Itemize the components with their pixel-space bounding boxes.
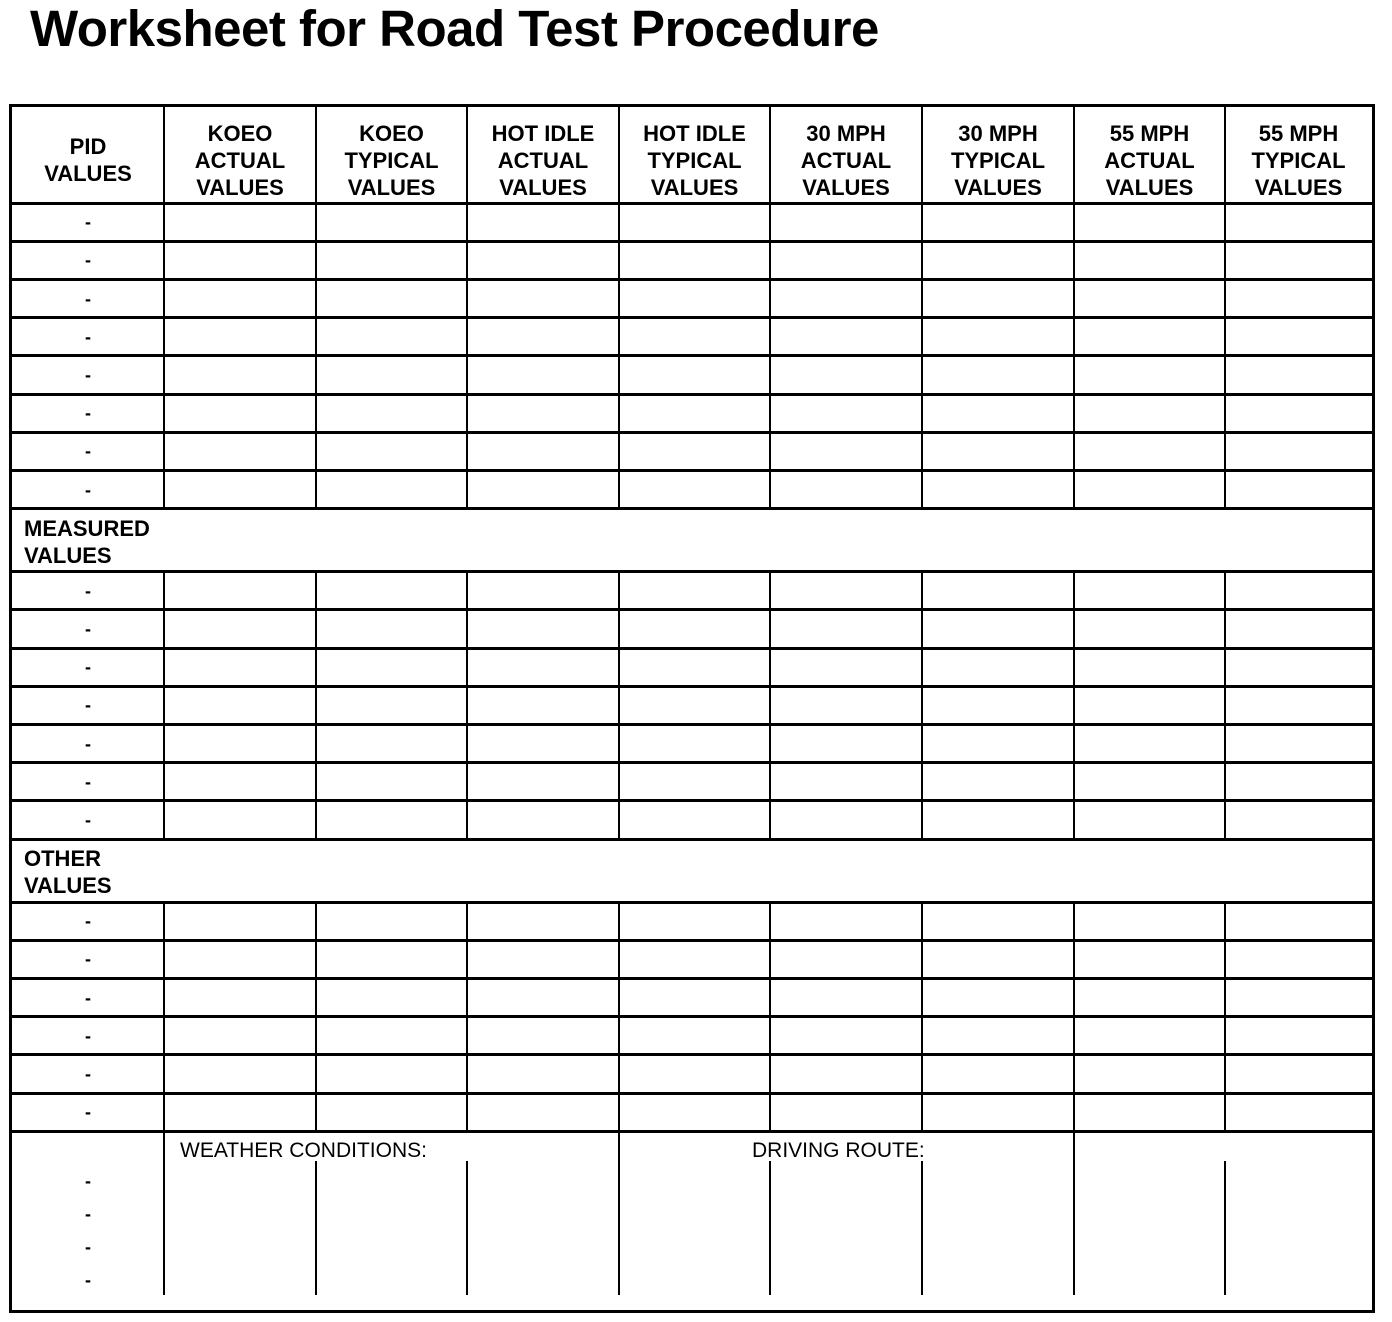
column-line — [769, 203, 771, 509]
column-line — [769, 902, 771, 1131]
column-header — [1074, 115, 1225, 205]
section-label-line: VALUES — [24, 542, 112, 568]
column-line — [769, 107, 771, 203]
row-divider — [12, 393, 1372, 396]
row-marker: - — [85, 771, 91, 792]
column-header-line: HOT IDLE — [643, 120, 746, 146]
weather-conditions-label: WEATHER CONDITIONS: — [180, 1139, 427, 1163]
row-divider — [12, 431, 1372, 434]
column-header — [316, 115, 467, 205]
row-divider — [12, 354, 1372, 357]
column-header-line: VALUES — [954, 174, 1042, 200]
row-divider — [12, 316, 1372, 319]
column-line — [315, 902, 317, 1131]
section-label-line: VALUES — [24, 873, 112, 898]
column-header — [619, 115, 770, 205]
column-header-line: ACTUAL — [1104, 147, 1195, 173]
column-header — [922, 115, 1074, 205]
column-line — [921, 1161, 923, 1295]
column-line — [315, 1161, 317, 1295]
column-line — [466, 203, 468, 509]
row-marker: - — [85, 987, 91, 1008]
worksheet-table — [9, 104, 1375, 1313]
row-marker: - — [85, 441, 91, 462]
row-marker: - — [85, 1025, 91, 1046]
row-divider — [12, 1130, 1372, 1133]
row-divider — [12, 723, 1372, 726]
row-divider — [12, 1092, 1372, 1095]
column-header — [467, 115, 619, 205]
column-line — [769, 572, 771, 839]
row-divider — [12, 647, 1372, 650]
column-line — [466, 1161, 468, 1295]
row-divider — [12, 838, 1372, 841]
row-divider — [12, 901, 1372, 904]
column-line — [466, 902, 468, 1131]
row-divider — [12, 570, 1372, 573]
column-line — [921, 107, 923, 203]
column-header-line: PID — [69, 134, 107, 159]
column-line — [1224, 203, 1226, 509]
column-header-line: VALUES — [1254, 174, 1343, 200]
column-line — [921, 203, 923, 509]
footer-row-marker: - — [85, 1171, 91, 1192]
column-line — [1224, 902, 1226, 1131]
column-header-line: VALUES — [650, 174, 739, 200]
section-label-line: OTHER — [24, 846, 101, 871]
column-line — [163, 1131, 165, 1163]
column-line — [163, 203, 165, 509]
column-header-line: ACTUAL — [194, 147, 286, 173]
page-title: Worksheet for Road Test Procedure — [30, 0, 879, 57]
row-marker: - — [85, 809, 91, 830]
row-divider — [12, 977, 1372, 980]
column-line — [1073, 572, 1075, 839]
row-marker: - — [85, 580, 91, 601]
column-line — [163, 107, 165, 203]
row-divider — [12, 278, 1372, 281]
column-line — [1224, 1161, 1226, 1295]
column-header-line: VALUES — [1105, 174, 1194, 200]
column-line — [921, 902, 923, 1131]
column-line — [1073, 203, 1075, 509]
row-divider — [12, 608, 1372, 611]
column-line — [618, 107, 620, 203]
footer-row-marker: - — [85, 1204, 91, 1225]
column-header-line: KOEO — [359, 120, 424, 146]
column-line — [618, 902, 620, 1131]
column-header-line: VALUES — [196, 174, 284, 200]
row-marker: - — [85, 326, 91, 347]
row-marker: - — [85, 364, 91, 385]
column-header-line: VALUES — [499, 174, 587, 200]
column-header-line: VALUES — [44, 161, 132, 186]
row-divider — [12, 939, 1372, 942]
column-header-line: 55 MPH — [1258, 120, 1339, 146]
row-marker: - — [85, 250, 91, 271]
column-header — [770, 115, 922, 205]
column-header-line: HOT IDLE — [491, 120, 595, 146]
column-header-line: VALUES — [802, 174, 890, 200]
row-divider — [12, 799, 1372, 802]
column-line — [163, 572, 165, 839]
column-line — [618, 203, 620, 509]
footer-row-marker: - — [85, 1237, 91, 1258]
column-header-line: ACTUAL — [800, 147, 892, 173]
row-marker: - — [85, 288, 91, 309]
section-label — [24, 515, 150, 569]
column-line — [1073, 1131, 1075, 1163]
column-line — [1224, 107, 1226, 203]
row-marker: - — [85, 618, 91, 639]
column-line — [315, 572, 317, 839]
section-label-line: MEASURED — [24, 515, 150, 541]
row-marker: - — [85, 949, 91, 970]
row-divider — [12, 240, 1372, 243]
row-divider — [12, 761, 1372, 764]
column-header-line: TYPICAL — [950, 147, 1046, 173]
row-marker: - — [85, 1102, 91, 1123]
column-line — [466, 572, 468, 839]
row-divider — [12, 507, 1372, 510]
column-header-line: TYPICAL — [344, 147, 439, 173]
column-header-line: 30 MPH — [806, 120, 886, 146]
row-divider — [12, 1053, 1372, 1056]
column-header-line: ACTUAL — [497, 147, 589, 173]
row-marker: - — [85, 1063, 91, 1084]
column-header-line: VALUES — [347, 174, 436, 200]
row-divider — [12, 685, 1372, 688]
column-header-line: 30 MPH — [958, 120, 1038, 146]
column-line — [1224, 572, 1226, 839]
section-label — [24, 845, 112, 899]
row-marker: - — [85, 695, 91, 716]
row-marker: - — [85, 733, 91, 754]
column-line — [315, 107, 317, 203]
row-marker: - — [85, 403, 91, 424]
footer-row-marker: - — [85, 1270, 91, 1291]
column-header-line: TYPICAL — [1251, 147, 1346, 173]
column-line — [769, 1161, 771, 1295]
row-marker: - — [85, 212, 91, 233]
row-divider — [12, 469, 1372, 472]
column-header-line: KOEO — [207, 120, 273, 146]
column-line — [1073, 1161, 1075, 1295]
column-line — [618, 572, 620, 839]
column-line — [921, 572, 923, 839]
column-line — [618, 1131, 620, 1163]
column-header — [1225, 115, 1372, 205]
column-line — [1073, 107, 1075, 203]
column-header — [164, 115, 316, 205]
column-line — [163, 902, 165, 1131]
column-header-line: TYPICAL — [647, 147, 742, 173]
row-marker: - — [85, 911, 91, 932]
column-line — [1073, 902, 1075, 1131]
column-line — [466, 107, 468, 203]
header-divider — [12, 202, 1372, 205]
driving-route-label: DRIVING ROUTE: — [752, 1139, 925, 1163]
column-header-line: 55 MPH — [1109, 120, 1190, 146]
row-marker: - — [85, 657, 91, 678]
column-line — [618, 1161, 620, 1295]
row-divider — [12, 1015, 1372, 1018]
column-header — [12, 115, 164, 205]
column-line — [315, 203, 317, 509]
row-marker: - — [85, 479, 91, 500]
